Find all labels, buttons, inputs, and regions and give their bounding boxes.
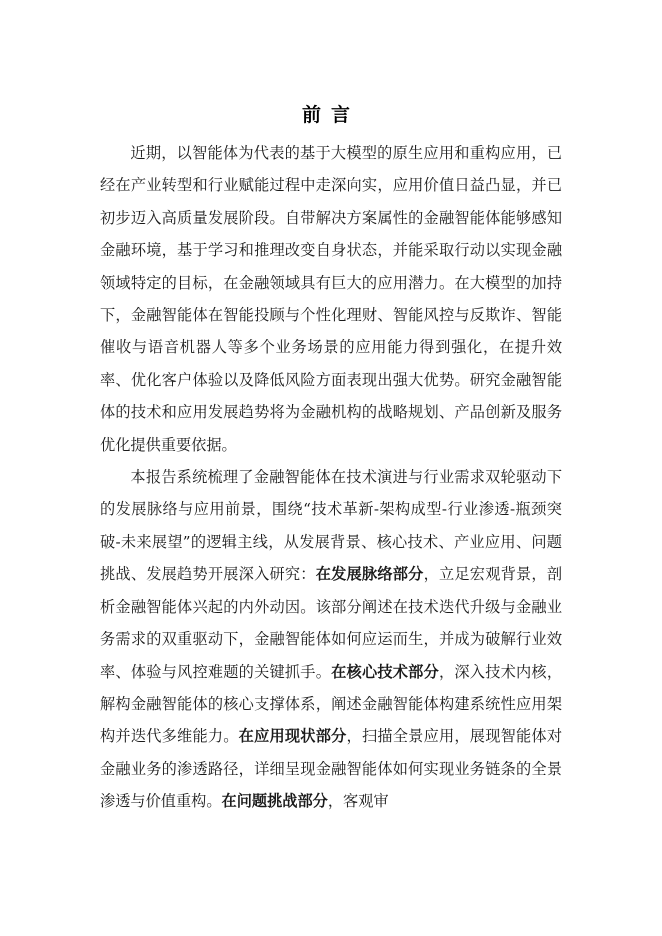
paragraph-2-text-4: ，扫描全景应用，展现智能体对金融业务的渗透路径，详细呈现金融智能体如何实现业务链条的全景渗透与价值重构。 [100, 727, 563, 811]
paragraph-2-text-2: ，立足宏观背景，剖析金融智能体兴起的内外动因。该部分阐述在技术迭代升级与金融业务需求的双重驱动下，金融智能体如何应运而生，并成为破解行业效率、体验与风控难题的关键抓手。 [100, 565, 563, 681]
paragraph-2-text-3: ，深入技术内核，解构金融智能体的核心支撑体系，阐述金融智能体构建系统性应用架构并迭代多维能力。 [100, 662, 563, 746]
section-highlight-core-tech: 在核心技术部分 [331, 662, 439, 681]
paragraph-2 [100, 461, 562, 817]
paragraph-2-text-1: 本报告系统梳理了金融智能体在技术演进与行业需求双轮驱动下的发展脉络与应用前景，围绕“技术革新-架构成型-行业渗透-瓶颈突破-未来展望”的逻辑主线，从发展背景、核心技术、产业应用、问题挑战、发展趋势开展深入研究： [100, 468, 562, 584]
section-highlight-application: 在应用现状部分 [238, 727, 347, 746]
page-title: 前言 [301, 104, 360, 126]
section-highlight-challenges: 在问题挑战部分 [221, 792, 328, 811]
paragraph-2-text-5: ，客观审 [327, 792, 389, 811]
paragraph-1: 近期，以智能体为代表的基于大模型的原生应用和重构应用，已经在产业转型和行业赋能过程中走深向实，应用价值日益凸显，并已初步迈入高质量发展阶段。自带解决方案属性的金融智能体能够感知金融环境，基于学习和推理改变自身状态，并能采取行动以实现金融领域特定的目标，在金融领域具有巨大的应用潜力。在大模型的加持下，金融智能体在智能投顾与个性化理财、智能风控与反欺诈、智能催收与语音机器人等多个业务场景的应用能力得到强化，在提升效率、优化客户体验以及降低风险方面表现出强大优势。研究金融智能体的技术和应用发展趋势将为金融机构的战略规划、产品创新及服务优化提供重要依据。 [100, 144, 562, 454]
document-body [100, 137, 562, 818]
section-highlight-development: 在发展脉络部分 [315, 565, 424, 584]
